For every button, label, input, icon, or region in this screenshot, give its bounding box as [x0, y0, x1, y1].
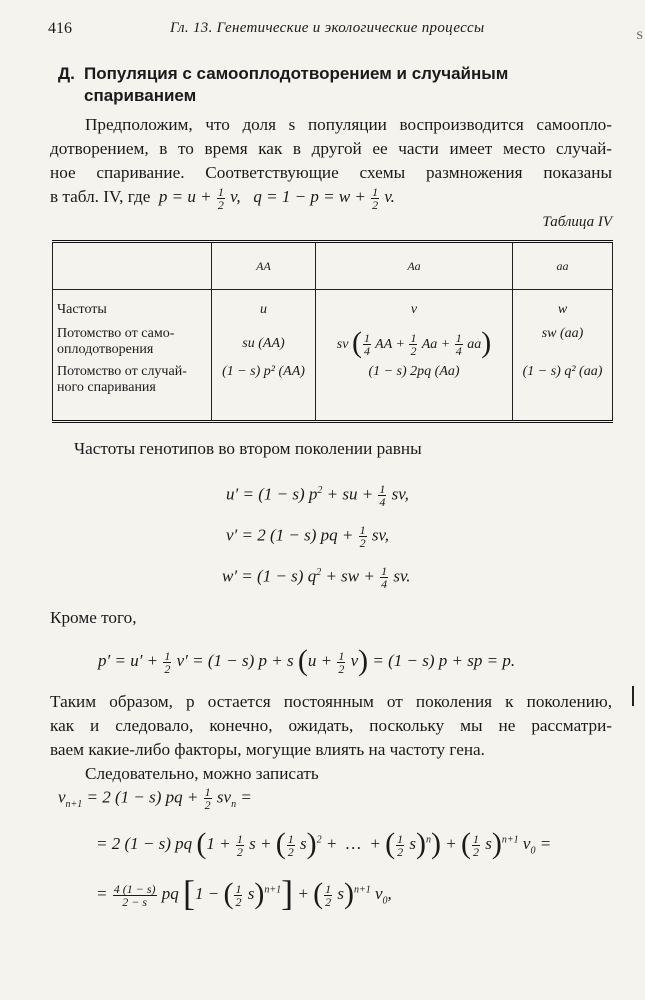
table-header-row — [53, 242, 613, 290]
page-number: 416 — [48, 20, 72, 37]
col-header-AA: AA — [212, 242, 316, 290]
running-title: Гл. 13. Генетические и экологические процессы — [170, 20, 485, 36]
col-header-Aa: Aa — [316, 242, 513, 290]
cell-aa-freq: w — [557, 302, 568, 317]
row-label-self: Потомство от само- оплодотворения — [57, 326, 175, 357]
cell-aa-rand: (1 − s) q² (aa) — [522, 364, 603, 379]
eq-v-prime: v′ = 2 (1 − s) pq + $\frac{1}{2}$ sv, — [226, 523, 390, 550]
moreover-text: Кроме того, — [50, 608, 137, 627]
intro-line-text: в табл. IV, где — [50, 187, 151, 206]
cell-aa-self: sw (aa) — [541, 326, 584, 341]
eq-w-prime: w′ = (1 − s) $q^2$ + sw + $\frac{1}{4}$ sv. — [222, 564, 411, 591]
table-body-row — [53, 290, 613, 422]
cell-AA-freq: u — [260, 302, 267, 317]
eq-closed-form: = $\frac{4 (1 - s)}{2 - s}$ pq [1 − ( $\frac{1}{2}$ s)$^{n+1}$] + ( $\frac{1}{2}$ s)$^{n+1}$ $v_0$, — [96, 873, 392, 913]
conclusion-paragraph — [50, 690, 612, 786]
row-labels — [53, 290, 212, 422]
cell-AA-self: su (AA) — [242, 336, 285, 351]
margin-mark: S — [636, 28, 643, 42]
row-label-random: Потомство от случай- ного спаривания — [57, 364, 187, 395]
intro-line: Предположим, что доля s популяции воспроизводится самоопло- — [85, 115, 612, 134]
margin-rule — [632, 686, 634, 706]
conclusion-line: Следовательно, можно записать — [85, 764, 319, 783]
conclusion-line: Таким образом, p остается постоянным от поколения к поколению, — [50, 692, 612, 711]
col-AA-cells — [212, 290, 316, 422]
intro-line: ное спаривание. Соответствующие схемы размножения показаны — [50, 163, 612, 182]
intro-line: дотворением, в то время как в другой ее части имеет место случай- — [50, 139, 612, 158]
cell-Aa-self: sv ( $\frac{1}{4}$ AA + $\frac{1}{2}$ Aa + $\frac{1}{4}$ aa) — [336, 326, 492, 359]
col-header-aa: aa — [513, 242, 613, 290]
second-gen-text: Частоты генотипов во втором поколении равны — [74, 439, 422, 458]
col-Aa-cells — [316, 290, 513, 422]
eq-series: = 2 (1 − s) pq (1 + $\frac{1}{2}$ s + ( $\frac{1}{2}$ s)$^2$ + … + ( $\frac{1}{2}$ s)$^n$) + ( $\frac{1}{2}$ s)$^{n+1}$ $v_0$ = — [96, 827, 552, 860]
table-caption: Таблица IV — [542, 214, 612, 230]
intro-paragraph — [50, 113, 612, 211]
table-corner — [53, 242, 212, 290]
eq-v-n-plus-1: $v_{n+1} = 2$ (1 − s) pq + $\frac{1}{2}$ $sv_n$ = — [58, 785, 252, 812]
conclusion-line: как и следовало, конечно, ожидать, поскольку мы не рассматри- — [50, 716, 612, 735]
p-q-definition: p = u + $\frac{1}{2}$ v, q = 1 − p = w + $\frac{1}{2}$ v. — [158, 184, 395, 212]
cell-Aa-rand: (1 − s) 2pq (Aa) — [368, 364, 460, 379]
section-heading — [58, 63, 618, 107]
eq-u-prime: u′ = (1 − s) $p^2$ + su + $\frac{1}{4}$ sv, — [226, 482, 409, 509]
eq-p-prime: p′ = u′ + $\frac{1}{2}$ v′ = (1 − s) p + s (u + $\frac{1}{2}$ v) = (1 − s) p + sp = p. — [98, 644, 516, 677]
intro-line-formula — [50, 185, 612, 211]
cell-AA-rand: (1 − s) p² (AA) — [222, 364, 305, 379]
col-aa-cells — [513, 290, 613, 422]
section-label: Д. — [58, 64, 75, 83]
table-iv — [52, 240, 613, 423]
conclusion-line: ваем какие-либо факторы, могущие влиять на частоту гена. — [50, 740, 485, 759]
section-title-line2: спариванием — [84, 86, 197, 105]
section-title-line1: Популяция с самооплодотворением и случайным — [84, 64, 509, 83]
cell-Aa-freq: v — [410, 302, 418, 317]
row-label-freq: Частоты — [57, 302, 107, 317]
